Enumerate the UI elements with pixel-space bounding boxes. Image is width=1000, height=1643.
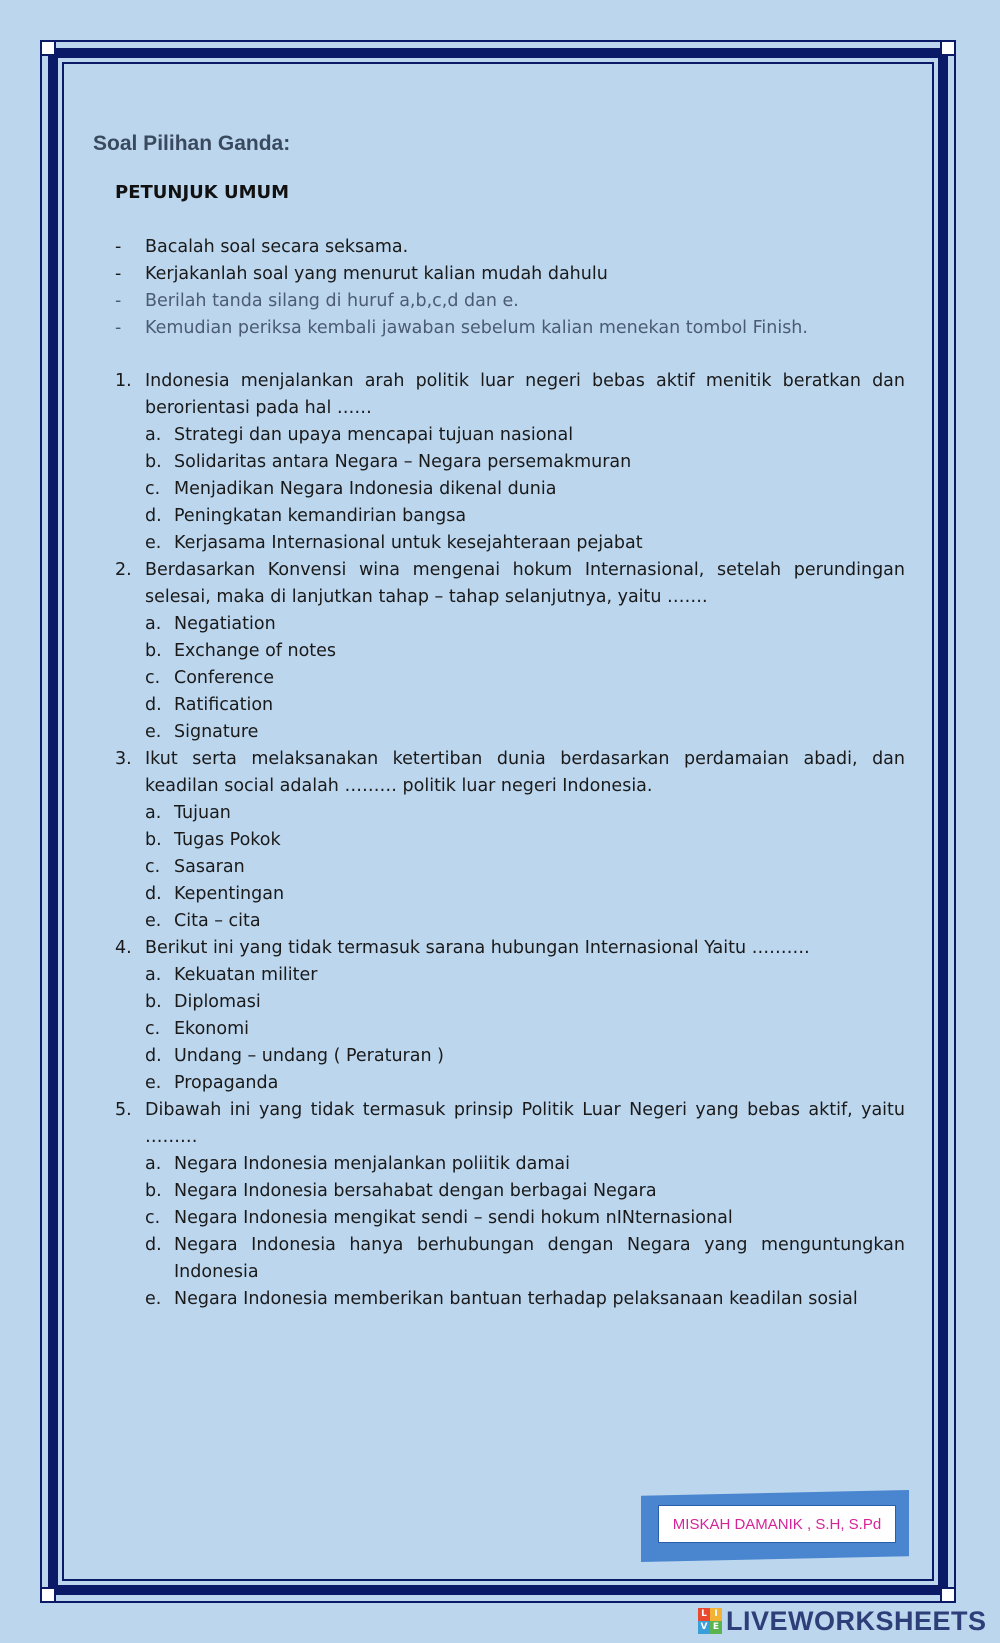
option-1a[interactable]: [115, 422, 905, 449]
option-text: Ratification: [174, 695, 274, 715]
option-text: Signature: [174, 722, 259, 742]
option-5e[interactable]: [115, 1286, 905, 1313]
corner-ornament-bottom-right: [940, 1587, 956, 1603]
option-letter: d.: [145, 695, 162, 715]
option-letter: b.: [145, 641, 162, 661]
option-3d[interactable]: [115, 881, 905, 908]
option-2d[interactable]: [115, 692, 905, 719]
option-letter: c.: [145, 1019, 161, 1039]
option-text: Propaganda: [174, 1073, 279, 1093]
option-text: Kekuatan militer: [174, 965, 318, 985]
instruction-marker: -: [115, 318, 122, 338]
instruction-text: Kerjakanlah soal yang menurut kalian mudah dahulu: [145, 264, 608, 284]
option-5a[interactable]: [115, 1151, 905, 1178]
option-3c[interactable]: [115, 854, 905, 881]
option-letter: a.: [145, 425, 162, 445]
instruction-item: [115, 234, 915, 261]
option-2a[interactable]: [115, 611, 905, 638]
corner-ornament-top-right: [940, 40, 956, 56]
option-letter: c.: [145, 668, 161, 688]
option-2c[interactable]: [115, 665, 905, 692]
option-letter: e.: [145, 911, 162, 931]
option-letter: a.: [145, 965, 162, 985]
option-text: Negara Indonesia mengikat sendi – sendi hokum nINternasional: [174, 1208, 733, 1228]
option-letter: d.: [145, 1046, 162, 1066]
option-letter: e.: [145, 722, 162, 742]
instruction-item: [115, 315, 915, 342]
option-letter: e.: [145, 1073, 162, 1093]
instruction-marker: -: [115, 237, 122, 257]
option-text: Negara Indonesia hanya berhubungan dengan Negara yang menguntungkan Indonesia: [174, 1235, 905, 1282]
instruction-item: [115, 261, 915, 288]
option-text: Diplomasi: [174, 992, 261, 1012]
option-letter: a.: [145, 614, 162, 634]
option-text: Kepentingan: [174, 884, 285, 904]
logo-cell-l: L: [698, 1608, 710, 1621]
question-text: Berdasarkan Konvensi wina mengenai hokum Internasional, setelah perundingan selesai, maka di lanjutkan tahap – tahap selanjutnya, yaitu …….: [145, 560, 905, 607]
option-text: Strategi dan upaya mencapai tujuan nasional: [174, 425, 574, 445]
question-number: 2.: [115, 560, 132, 580]
question-text: Indonesia menjalankan arah politik luar negeri bebas aktif menitik beratkan dan berorientasi pada hal ……: [145, 371, 905, 418]
instructions-list: [115, 234, 915, 342]
question-5: [115, 1097, 905, 1151]
option-letter: d.: [145, 1235, 162, 1255]
option-letter: b.: [145, 1181, 162, 1201]
option-4e[interactable]: [115, 1070, 905, 1097]
option-text: Kerjasama Internasional untuk kesejahteraan pejabat: [174, 533, 643, 553]
option-1b[interactable]: [115, 449, 905, 476]
option-text: Menjadikan Negara Indonesia dikenal dunia: [174, 479, 557, 499]
option-text: Negara Indonesia bersahabat dengan berbagai Negara: [174, 1181, 657, 1201]
option-4a[interactable]: [115, 962, 905, 989]
question-3: [115, 746, 905, 800]
option-3b[interactable]: [115, 827, 905, 854]
option-text: Conference: [174, 668, 275, 688]
question-text: Ikut serta melaksanakan ketertiban dunia berdasarkan perdamaian abadi, dan keadilan social adalah ……… politik luar negeri Indonesia.: [145, 749, 905, 796]
logo-cell-i: I: [710, 1608, 722, 1621]
instruction-item: [115, 288, 915, 315]
option-4d[interactable]: [115, 1043, 905, 1070]
instructions-heading: PETUNJUK UMUM: [115, 182, 290, 203]
question-text: Berikut ini yang tidak termasuk sarana hubungan Internasional Yaitu ……….: [145, 938, 810, 958]
option-text: Sasaran: [174, 857, 245, 877]
option-text: Negara Indonesia menjalankan poliitik damai: [174, 1154, 571, 1174]
option-letter: c.: [145, 1208, 161, 1228]
option-letter: d.: [145, 884, 162, 904]
option-2b[interactable]: [115, 638, 905, 665]
option-letter: c.: [145, 857, 161, 877]
question-number: 3.: [115, 749, 132, 769]
question-1: [115, 368, 905, 422]
brand-name: LIVEWORKSHEETS: [726, 1605, 987, 1636]
option-letter: c.: [145, 479, 161, 499]
option-5c[interactable]: [115, 1205, 905, 1232]
question-number: 5.: [115, 1100, 132, 1120]
option-text: Tugas Pokok: [174, 830, 281, 850]
option-1e[interactable]: [115, 530, 905, 557]
option-1c[interactable]: [115, 476, 905, 503]
option-letter: a.: [145, 1154, 162, 1174]
question-number: 4.: [115, 938, 132, 958]
liveworksheets-logo-icon: [698, 1608, 722, 1634]
option-5b[interactable]: [115, 1178, 905, 1205]
option-1d[interactable]: [115, 503, 905, 530]
question-list: [115, 368, 905, 1313]
instruction-text: Bacalah soal secara seksama.: [145, 237, 409, 257]
option-4b[interactable]: [115, 989, 905, 1016]
option-2e[interactable]: [115, 719, 905, 746]
question-4: [115, 935, 905, 962]
option-5d[interactable]: [115, 1232, 905, 1286]
option-text: Solidaritas antara Negara – Negara persemakmuran: [174, 452, 632, 472]
option-text: Cita – cita: [174, 911, 261, 931]
logo-cell-e: E: [710, 1621, 722, 1634]
option-letter: b.: [145, 830, 162, 850]
option-letter: e.: [145, 533, 162, 553]
question-number: 1.: [115, 371, 132, 391]
instruction-marker: -: [115, 291, 122, 311]
instruction-marker: -: [115, 264, 122, 284]
corner-ornament-bottom-left: [40, 1587, 56, 1603]
corner-ornament-top-left: [40, 40, 56, 56]
question-text: Dibawah ini yang tidak termasuk prinsip Politik Luar Negeri yang bebas aktif, yaitu ………: [145, 1100, 905, 1147]
option-letter: d.: [145, 506, 162, 526]
option-text: Peningkatan kemandirian bangsa: [174, 506, 467, 526]
option-text: Exchange of notes: [174, 641, 337, 661]
option-3e[interactable]: [115, 908, 905, 935]
page-title: Soal Pilihan Ganda:: [93, 132, 291, 155]
option-text: Negara Indonesia memberikan bantuan terhadap pelaksanaan keadilan sosial: [174, 1289, 858, 1309]
liveworksheets-brand[interactable]: [698, 1605, 987, 1637]
option-text: Tujuan: [174, 803, 231, 823]
option-letter: e.: [145, 1289, 162, 1309]
instruction-text: Berilah tanda silang di huruf a,b,c,d dan e.: [145, 291, 519, 311]
question-2: [115, 557, 905, 611]
option-3a[interactable]: [115, 800, 905, 827]
logo-cell-v: V: [698, 1621, 710, 1634]
option-text: Ekonomi: [174, 1019, 249, 1039]
option-text: Undang – undang ( Peraturan ): [174, 1046, 444, 1066]
author-label: MISKAH DAMANIK , S.H, S.Pd: [658, 1505, 896, 1543]
option-text: Negatiation: [174, 614, 276, 634]
option-4c[interactable]: [115, 1016, 905, 1043]
option-letter: b.: [145, 992, 162, 1012]
option-letter: b.: [145, 452, 162, 472]
instruction-text: Kemudian periksa kembali jawaban sebelum kalian menekan tombol Finish.: [145, 318, 808, 338]
option-letter: a.: [145, 803, 162, 823]
